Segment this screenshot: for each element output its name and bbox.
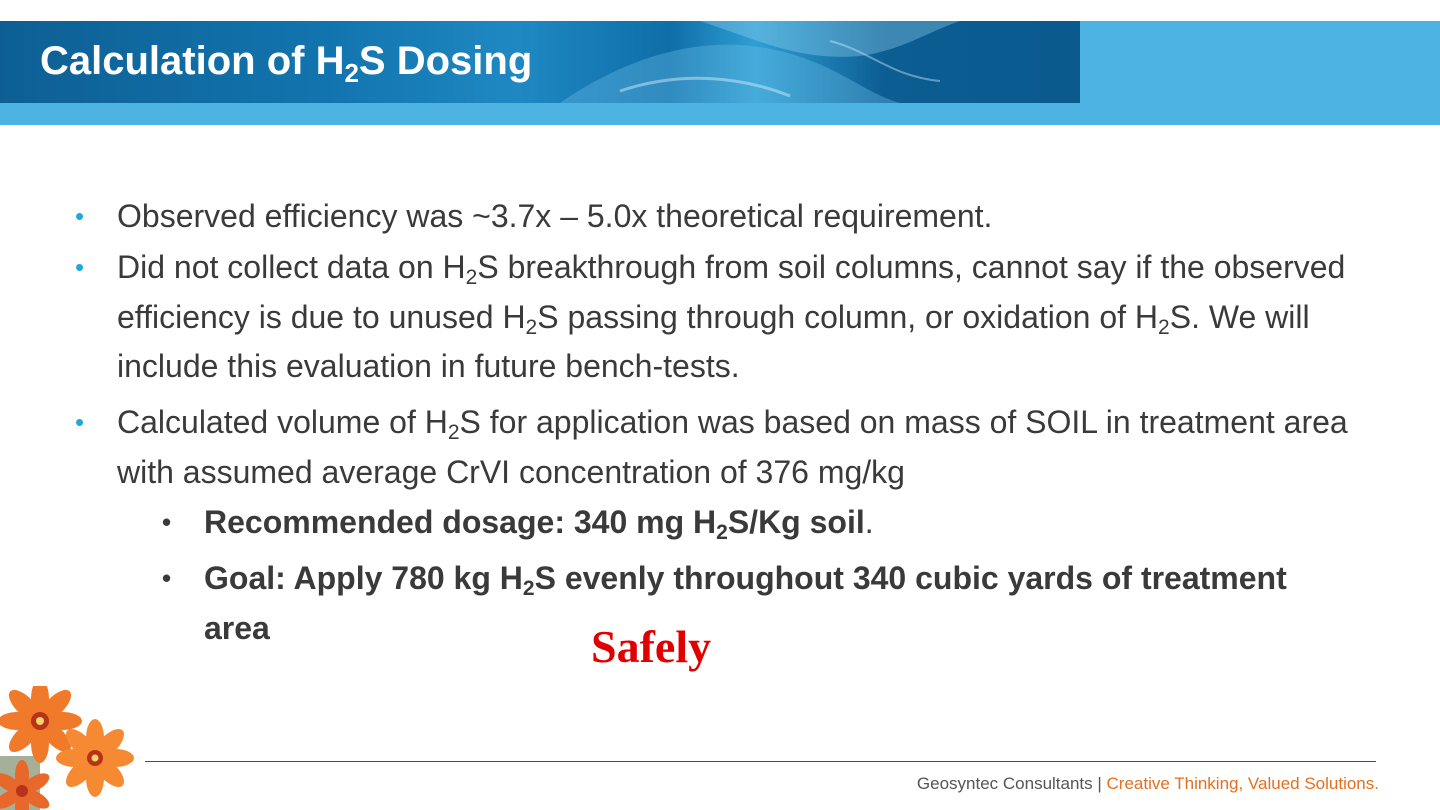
footer-company: Geosyntec Consultants | <box>916 774 1107 793</box>
bullet-item-efficiency: • Observed efficiency was ~3.7x – 5.0x theoretical requirement. <box>117 192 1357 242</box>
bullet-item-breakthrough: • Did not collect data on $H_2S$ breakthrough from soil columns, cannot say if the observed efficiency is due to unused $H_2S$ passing through column, or oxidation of $H_2S$. We will include this evaluation in future bench-tests. <box>117 243 1357 392</box>
bullet-item-volume: • Calculated volume of $H_2S$ for application was based on mass of SOIL in treatment area with assumed average CrVI concentration of 376 mg/kg <box>117 398 1357 497</box>
safely-callout: Safely <box>591 621 712 672</box>
bullet-icon: • <box>75 201 85 231</box>
bullet-icon: • <box>75 252 85 282</box>
bullet-icon: • <box>75 407 85 437</box>
footer <box>917 773 1379 795</box>
bullet-icon: • <box>162 563 172 593</box>
footer-tagline: Creative Thinking, Valued Solutions. <box>1106 774 1379 793</box>
sub-bullet-dosage: • Recommended dosage: 340 mg $H_2S/Kg$ soil. <box>204 498 1324 548</box>
sub-bullet-goal: • Goal: Apply 780 kg $H_2S$ evenly throughout 340 cubic yards of treatment area <box>204 554 1324 653</box>
bullet-icon: • <box>162 507 172 537</box>
footer-divider <box>145 761 1376 762</box>
cactus-flower-logo <box>0 686 140 810</box>
slide-title: Calculation of $H_2S$ Dosing <box>40 39 533 88</box>
